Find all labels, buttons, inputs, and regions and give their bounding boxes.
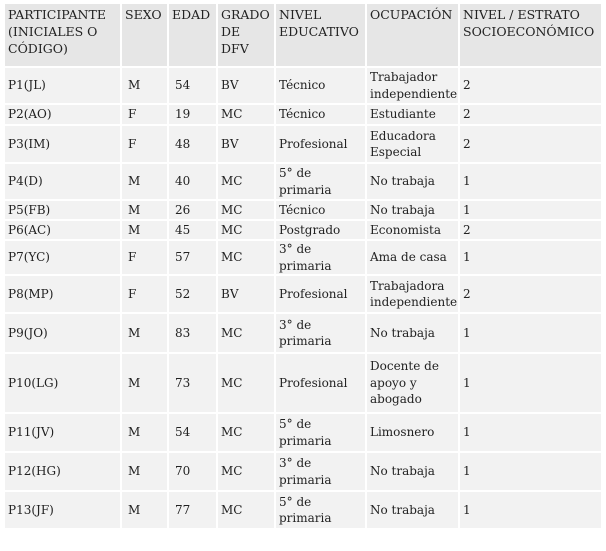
cell-sexo: M: [122, 414, 167, 451]
cell-ocupacion: Economista: [367, 221, 458, 239]
table-row: [5, 164, 601, 199]
cell-nivel-educativo: 5° de primaria: [276, 164, 365, 199]
cell-participante: P9(JO): [5, 314, 120, 352]
cell-edad: 70: [169, 453, 216, 490]
cell-estrato: 2: [460, 126, 601, 162]
cell-ocupacion: No trabaja: [367, 453, 458, 490]
cell-nivel-educativo: 3° de primaria: [276, 453, 365, 490]
cell-sexo: M: [122, 68, 167, 103]
cell-participante: P12(HG): [5, 453, 120, 490]
cell-nivel-educativo: 3° de primaria: [276, 241, 365, 274]
cell-participante: P2(AO): [5, 105, 120, 124]
cell-edad: 83: [169, 314, 216, 352]
cell-participante: P7(YC): [5, 241, 120, 274]
cell-ocupacion: Docente de apoyo y abogado: [367, 354, 458, 412]
cell-participante: P5(FB): [5, 201, 120, 219]
cell-sexo: M: [122, 492, 167, 528]
cell-edad: 40: [169, 164, 216, 199]
cell-estrato: 1: [460, 164, 601, 199]
cell-grado: MC: [218, 314, 274, 352]
cell-edad: 57: [169, 241, 216, 274]
cell-nivel-educativo: Profesional: [276, 276, 365, 312]
cell-sexo: F: [122, 105, 167, 124]
col-edad: EDAD: [169, 4, 216, 66]
cell-edad: 19: [169, 105, 216, 124]
table-row: [5, 314, 601, 352]
cell-grado: BV: [218, 276, 274, 312]
cell-nivel-educativo: Profesional: [276, 354, 365, 412]
cell-ocupacion: Ama de casa: [367, 241, 458, 274]
table-row: [5, 126, 601, 162]
cell-estrato: 2: [460, 68, 601, 103]
cell-nivel-educativo: Técnico: [276, 68, 365, 103]
table-row: [5, 68, 601, 103]
cell-sexo: F: [122, 126, 167, 162]
cell-ocupacion: Limosnero: [367, 414, 458, 451]
cell-ocupacion: No trabaja: [367, 164, 458, 199]
cell-nivel-educativo: Técnico: [276, 105, 365, 124]
cell-grado: MC: [218, 164, 274, 199]
cell-edad: 45: [169, 221, 216, 239]
cell-grado: MC: [218, 241, 274, 274]
cell-grado: MC: [218, 201, 274, 219]
table-row: [5, 453, 601, 490]
table-row: [5, 276, 601, 312]
cell-participante: P8(MP): [5, 276, 120, 312]
table-row: [5, 105, 601, 124]
cell-estrato: 1: [460, 354, 601, 412]
cell-participante: P6(AC): [5, 221, 120, 239]
cell-nivel-educativo: 5° de primaria: [276, 492, 365, 528]
cell-grado: MC: [218, 414, 274, 451]
col-nivel-educativo: NIVEL EDUCATIVO: [276, 4, 365, 66]
cell-grado: MC: [218, 221, 274, 239]
col-estrato: NIVEL / ESTRATO SOCIOECONÓMICO: [460, 4, 601, 66]
cell-sexo: M: [122, 314, 167, 352]
cell-nivel-educativo: Técnico: [276, 201, 365, 219]
table-row: [5, 354, 601, 412]
cell-ocupacion: Estudiante: [367, 105, 458, 124]
cell-ocupacion: No trabaja: [367, 201, 458, 219]
cell-ocupacion: Trabajador independiente: [367, 68, 458, 103]
cell-nivel-educativo: 3° de primaria: [276, 314, 365, 352]
cell-nivel-educativo: 5° de primaria: [276, 414, 365, 451]
col-sexo: SEXO: [122, 4, 167, 66]
cell-ocupacion: No trabaja: [367, 314, 458, 352]
cell-estrato: 1: [460, 453, 601, 490]
cell-sexo: M: [122, 354, 167, 412]
cell-sexo: M: [122, 453, 167, 490]
cell-grado: BV: [218, 68, 274, 103]
cell-estrato: 1: [460, 314, 601, 352]
cell-sexo: M: [122, 201, 167, 219]
cell-estrato: 1: [460, 201, 601, 219]
cell-estrato: 1: [460, 414, 601, 451]
cell-participante: P11(JV): [5, 414, 120, 451]
cell-edad: 26: [169, 201, 216, 219]
cell-sexo: F: [122, 276, 167, 312]
cell-grado: BV: [218, 126, 274, 162]
table-row: [5, 201, 601, 219]
table-row: [5, 241, 601, 274]
cell-edad: 77: [169, 492, 216, 528]
cell-ocupacion: Educadora Especial: [367, 126, 458, 162]
cell-estrato: 2: [460, 276, 601, 312]
cell-grado: MC: [218, 453, 274, 490]
cell-nivel-educativo: Profesional: [276, 126, 365, 162]
cell-sexo: F: [122, 241, 167, 274]
cell-participante: P4(D): [5, 164, 120, 199]
table-row: [5, 492, 601, 528]
cell-participante: P3(IM): [5, 126, 120, 162]
cell-estrato: 2: [460, 221, 601, 239]
cell-nivel-educativo: Postgrado: [276, 221, 365, 239]
cell-sexo: M: [122, 221, 167, 239]
cell-edad: 73: [169, 354, 216, 412]
cell-edad: 54: [169, 414, 216, 451]
cell-participante: P1(JL): [5, 68, 120, 103]
cell-grado: MC: [218, 105, 274, 124]
cell-estrato: 1: [460, 241, 601, 274]
cell-sexo: M: [122, 164, 167, 199]
col-participante: PARTICIPANTE (INICIALES O CÓDIGO): [5, 4, 120, 66]
cell-estrato: 1: [460, 492, 601, 528]
table-row: [5, 414, 601, 451]
header-row: [5, 4, 601, 66]
table-row: [5, 221, 601, 239]
cell-grado: MC: [218, 492, 274, 528]
participants-table: [3, 2, 603, 530]
cell-estrato: 2: [460, 105, 601, 124]
cell-edad: 54: [169, 68, 216, 103]
cell-edad: 48: [169, 126, 216, 162]
cell-participante: P13(JF): [5, 492, 120, 528]
cell-ocupacion: Trabajadora independiente: [367, 276, 458, 312]
col-grado-dfv: GRADO DE DFV: [218, 4, 274, 66]
cell-participante: P10(LG): [5, 354, 120, 412]
cell-ocupacion: No trabaja: [367, 492, 458, 528]
cell-grado: MC: [218, 354, 274, 412]
col-ocupacion: OCUPACIÓN: [367, 4, 458, 66]
cell-edad: 52: [169, 276, 216, 312]
